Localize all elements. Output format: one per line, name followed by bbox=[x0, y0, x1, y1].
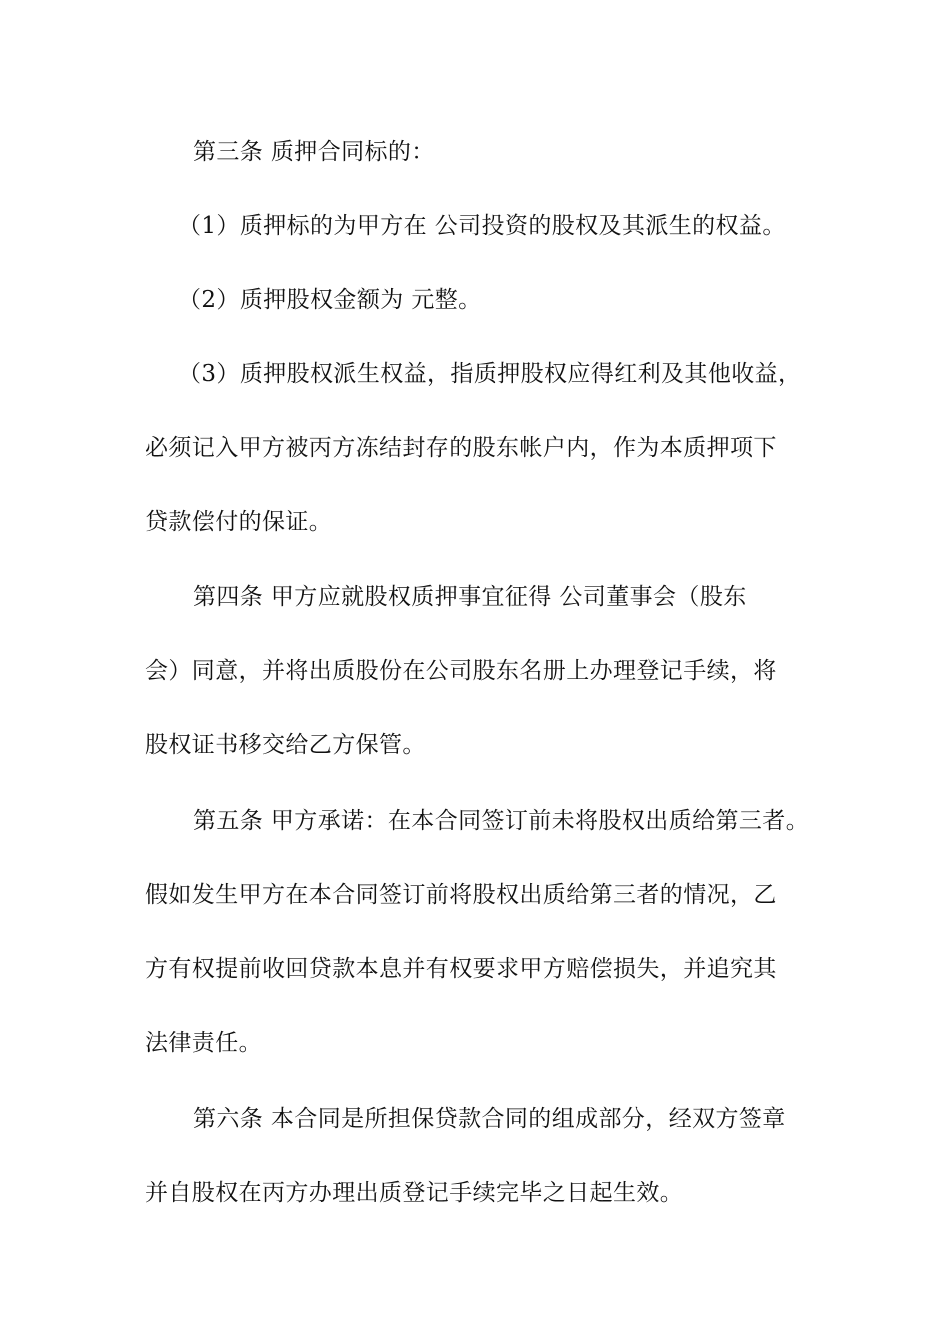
article-5-line-3: 方有权提前收回贷款本息并有权要求甲方赔偿损失，并追究其 bbox=[145, 956, 777, 982]
article-5-line-4: 法律责任。 bbox=[145, 1030, 262, 1056]
article-6-line-2: 并自股权在丙方办理出质登记手续完毕之日起生效。 bbox=[145, 1180, 684, 1206]
article-5-line-2: 假如发生甲方在本合同签订前将股权出质给第三者的情况，乙 bbox=[145, 882, 777, 908]
article-4-line-2: 会）同意，并将出质股份在公司股东名册上办理登记手续，将 bbox=[145, 658, 777, 684]
article-4-line-3: 股权证书移交给乙方保管。 bbox=[145, 732, 426, 758]
article-5-line-1: 第五条 甲方承诺：在本合同签订前未将股权出质给第三者。 bbox=[193, 808, 810, 834]
article-3-heading: 第三条 质押合同标的： bbox=[193, 139, 435, 165]
article-3-item-3-line-3: 贷款偿付的保证。 bbox=[145, 509, 333, 535]
article-6-line-1: 第六条 本合同是所担保贷款合同的组成部分，经双方签章 bbox=[193, 1106, 786, 1132]
article-3-item-3-line-1: （3）质押股权派生权益，指质押股权应得红利及其他收益， bbox=[178, 361, 802, 387]
article-3-item-3-line-2: 必须记入甲方被丙方冻结封存的股东帐户内，作为本质押项下 bbox=[145, 435, 777, 461]
article-3-item-1: （1）质押标的为甲方在 公司投资的股权及其派生的权益。 bbox=[178, 213, 786, 239]
article-3-item-2: （2）质押股权金额为 元整。 bbox=[178, 287, 482, 313]
article-4-line-1: 第四条 甲方应就股权质押事宜征得 公司董事会（股东 bbox=[193, 584, 747, 610]
